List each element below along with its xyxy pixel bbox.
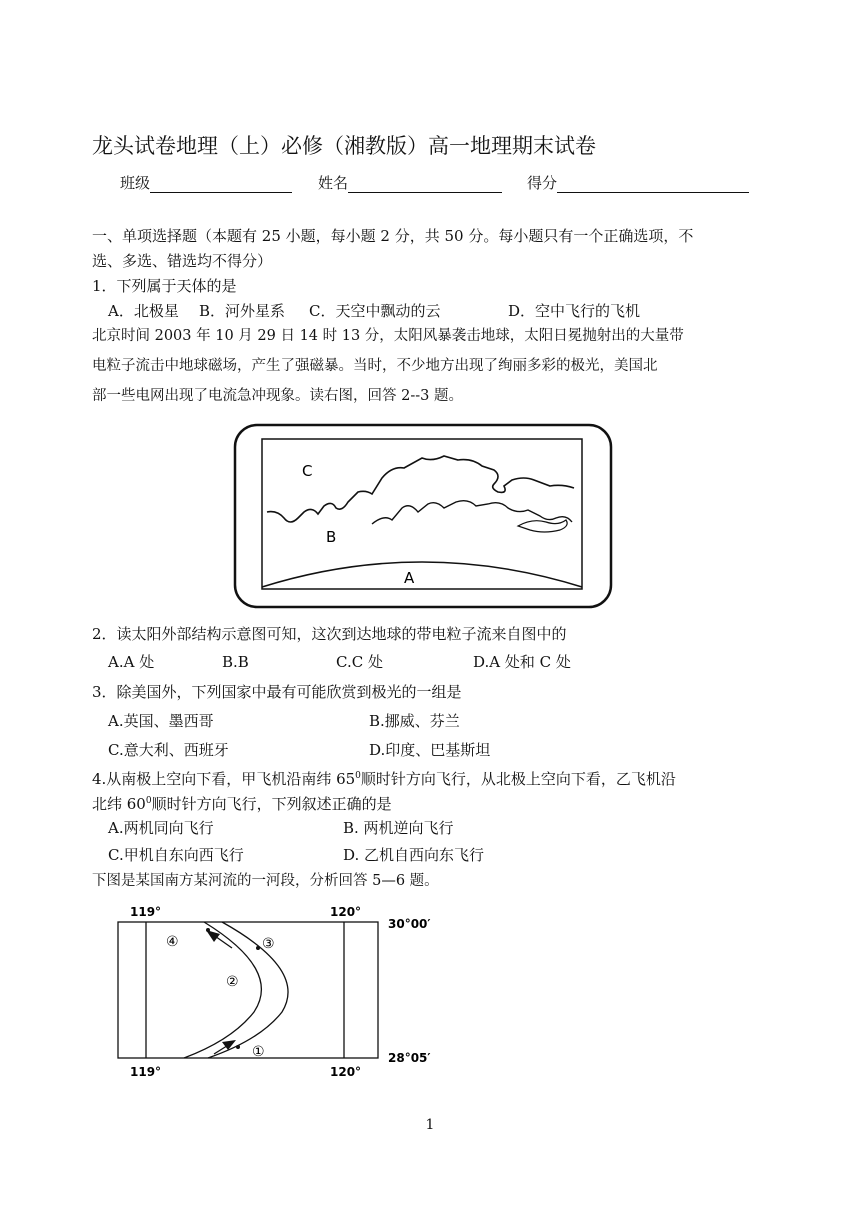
q4-stem-line2-b: 顺时针方向飞行，下列叙述正确的是 — [151, 795, 392, 813]
q2-option-b: B.B — [222, 653, 249, 671]
q3-stem: 3．除美国外，下列国家中最有可能欣赏到极光的一组是 — [92, 683, 462, 701]
q4-sup2: 0 — [145, 796, 152, 806]
passage2: 下图是某国南方某河流的一河段，分析回答 5—6 题。 — [92, 873, 439, 889]
lon-label-left-top: 119° — [130, 905, 162, 919]
river-section-map — [112, 900, 472, 1082]
chromosphere-upper-edge — [267, 456, 574, 522]
q1-option-b: B．河外星系 — [199, 302, 286, 320]
q4-stem-line1-a: 4.从南极上空向下看，甲飞机沿南纬 65 — [92, 770, 356, 788]
page-number: 1 — [425, 1117, 435, 1133]
section-heading-line2: 选、多选、错选均不得分） — [92, 252, 273, 270]
class-field — [120, 173, 292, 193]
q1-option-c: C．天空中飘动的云 — [309, 302, 441, 320]
point-2-label: ② — [226, 974, 239, 990]
q1-stem: 1．下列属于天体的是 — [92, 277, 237, 295]
exam-title: 龙头试卷地理（上）必修（湘教版）高一地理期末试卷 — [92, 134, 596, 158]
map-frame — [118, 922, 378, 1058]
name-blank[interactable] — [348, 176, 502, 193]
lon-label-left-bottom: 119° — [130, 1065, 162, 1079]
dot-3 — [256, 946, 260, 950]
score-blank[interactable] — [557, 176, 749, 193]
lat-label-top: 30°00′ — [388, 917, 431, 931]
score-label: 得分 — [527, 174, 558, 192]
q4-option-c: C.甲机自东向西飞行 — [108, 846, 244, 864]
q4-sup1: 0 — [355, 771, 361, 781]
q2-option-c: C.C 处 — [336, 653, 383, 671]
q4-stem-line1 — [92, 766, 676, 789]
sun-structure-diagram — [232, 422, 614, 610]
q4-option-b: B. 两机逆向飞行 — [343, 819, 454, 837]
q4-option-d: D. 乙机自西向东飞行 — [343, 846, 485, 864]
lon-label-right-bottom: 120° — [330, 1065, 362, 1079]
photosphere-arc — [262, 562, 582, 587]
label-b: B — [326, 528, 337, 546]
passage1-line2: 电粒子流击中地球磁场，产生了强磁暴。当时，不少地方出现了绚丽多彩的极光，美国北 — [92, 358, 658, 374]
q3-option-c: C.意大利、西班牙 — [108, 741, 229, 759]
lat-label-bottom: 28°05′ — [388, 1051, 431, 1065]
q1-option-d: D．空中飞行的飞机 — [508, 302, 641, 320]
q4-stem-line2-a: 北纬 60 — [92, 795, 146, 813]
lon-label-right-top: 120° — [330, 905, 362, 919]
q4-stem-line2 — [92, 791, 392, 814]
q3-option-b: B.挪威、芬兰 — [369, 712, 460, 730]
name-field — [318, 173, 502, 193]
q3-option-a: A.英国、墨西哥 — [108, 712, 214, 730]
score-field — [527, 173, 749, 193]
q2-stem: 2．读太阳外部结构示意图可知，这次到达地球的带电粒子流来自图中的 — [92, 625, 567, 643]
dot-4 — [206, 928, 210, 932]
point-1-label: ① — [252, 1044, 265, 1060]
q2-option-a: A.A 处 — [108, 653, 155, 671]
class-label: 班级 — [120, 174, 151, 192]
q4-option-a: A.两机同向飞行 — [108, 819, 214, 837]
river-bank-right — [208, 922, 288, 1058]
river-bank-left — [184, 922, 261, 1058]
class-blank[interactable] — [150, 176, 292, 193]
flow-arrowhead-bottom — [222, 1040, 236, 1050]
q3-option-d: D.印度、巴基斯坦 — [369, 741, 491, 759]
point-4-label: ④ — [166, 934, 179, 950]
passage1-line3: 部一些电网出现了电流急冲现象。读右图，回答 2--3 题。 — [92, 388, 463, 404]
prominence-loop — [518, 520, 567, 532]
q1-option-a: A．北极星 — [108, 302, 179, 320]
section-heading-line1: 一、单项选择题（本题有 25 小题，每小题 2 分，共 50 分。每小题只有一个正确选项，不 — [92, 227, 694, 245]
point-3-label: ③ — [262, 936, 275, 952]
label-a: A — [404, 569, 415, 587]
label-c: C — [302, 462, 313, 480]
q2-option-d: D.A 处和 C 处 — [473, 653, 571, 671]
q4-stem-line1-b: 顺时针方向飞行，从北极上空向下看，乙飞机沿 — [360, 770, 676, 788]
passage1-line1: 北京时间 2003 年 10 月 29 日 14 时 13 分，太阳风暴袭击地球，太阳日冕抛射出的大量带 — [92, 328, 684, 344]
name-label: 姓名 — [318, 174, 349, 192]
dot-1 — [236, 1045, 240, 1049]
